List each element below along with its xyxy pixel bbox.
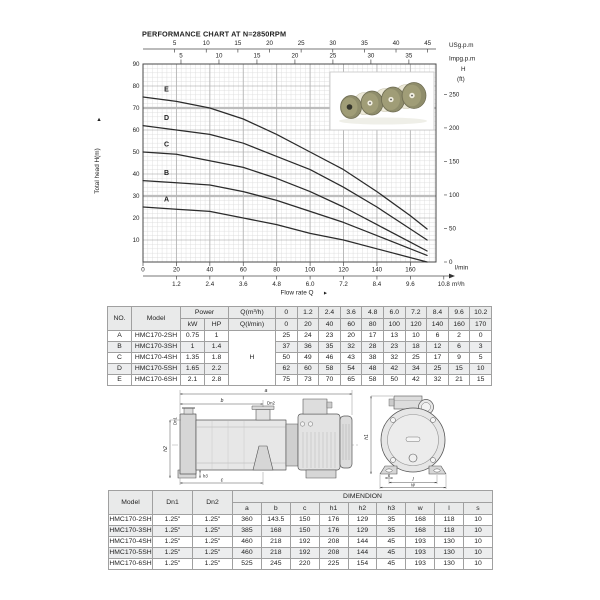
tick-label: 140: [371, 266, 383, 274]
tick-label: 80: [273, 266, 281, 274]
head-value: 17: [427, 353, 449, 364]
tick-label: 80: [132, 83, 140, 91]
row-model: HMC170-4SH: [132, 353, 181, 364]
chart-title: PERFORMANCE CHART AT N=2850RPM: [142, 29, 287, 39]
dim-value: 143.5: [261, 515, 290, 526]
dim-value: 10: [464, 559, 493, 570]
dim-label-w: w: [411, 482, 415, 489]
flow-arrow-icon: ►: [323, 290, 328, 297]
dim-col-header: h3: [377, 503, 406, 515]
q-lmin-header: 140: [427, 319, 449, 331]
row-model: HMC170-4SH: [109, 537, 153, 548]
dim-row-HMC170-2SH: [109, 515, 493, 526]
col-header-power: Power: [181, 307, 229, 319]
row-dn1: 1.25": [153, 559, 193, 570]
tick-label: 0: [449, 259, 453, 267]
q-m3h-header: 4.8: [362, 307, 384, 319]
row-kw: 0.75: [181, 331, 205, 342]
curve-labels: [164, 87, 169, 204]
head-value: 6: [427, 331, 449, 342]
dim-col-header: w: [406, 503, 435, 515]
col-header-kw: kW: [181, 319, 205, 331]
tick-label: 60: [132, 127, 140, 135]
bearing-eye: [300, 422, 304, 426]
dim-value: 144: [348, 537, 377, 548]
up-arrow-icon: ▲: [96, 117, 102, 123]
dim-value: 10: [464, 515, 493, 526]
head-value: 42: [405, 375, 427, 386]
dim-value: 193: [406, 548, 435, 559]
q-m3h-header: 2.4: [319, 307, 341, 319]
dim-label-c: c: [220, 477, 224, 484]
row-model: HMC170-5SH: [132, 364, 181, 375]
col-header-qlmin: Q(l/min): [229, 319, 276, 331]
head-value: 34: [405, 364, 427, 375]
dim-label-b: b: [220, 398, 224, 404]
dim-label-h1: h1: [364, 434, 370, 440]
foot-slot: [386, 469, 392, 472]
dim-value: 129: [348, 515, 377, 526]
tick-label: 250: [449, 91, 460, 99]
tick-label: 30: [329, 40, 337, 47]
terminal-box-front: [394, 396, 422, 409]
head-value: 2: [448, 331, 470, 342]
priming-plug: [406, 437, 420, 442]
cable-gland: [327, 402, 332, 408]
curve-label-A: A: [163, 196, 170, 204]
dim-value: 130: [435, 537, 464, 548]
head-value: 43: [340, 353, 362, 364]
tick-label: 8.4: [372, 280, 382, 288]
row-kw: 1: [181, 342, 205, 353]
dim-value: 460: [233, 548, 262, 559]
impeller-hub-dot: [369, 102, 371, 104]
dim-value: 385: [233, 526, 262, 537]
dim-label-a: a: [264, 388, 268, 394]
head-value: 75: [276, 375, 298, 386]
row-dn2: 1.25": [193, 526, 233, 537]
tick-label: 10: [215, 52, 223, 60]
row-model: HMC170-6SH: [132, 375, 181, 386]
tick-label: 40: [392, 40, 400, 47]
col-header-qm3h: Q(m³/h): [229, 307, 276, 319]
dim-value: 150: [290, 515, 319, 526]
tick-label: 10: [202, 40, 210, 47]
tick-label: 20: [291, 52, 299, 60]
head-value: 10: [405, 331, 427, 342]
dim-col-header: h1: [319, 503, 348, 515]
head-value: 3: [470, 342, 492, 353]
dim-value: 168: [406, 515, 435, 526]
dim-value: 460: [233, 537, 262, 548]
dim-value: 150: [290, 526, 319, 537]
foot-slot: [434, 469, 440, 472]
head-value: 65: [340, 375, 362, 386]
tick-label: 9.6: [406, 280, 415, 288]
head-value: 62: [276, 364, 298, 375]
tick-label: 35: [360, 40, 368, 47]
q-m3h-header: 8.4: [427, 307, 449, 319]
tick-label: 20: [132, 215, 140, 223]
motor-foot: [306, 470, 336, 478]
head-value: 50: [383, 375, 405, 386]
tick-label: 20: [266, 40, 273, 47]
axis-unit-ft: (ft): [457, 76, 465, 83]
head-value: 25: [405, 353, 427, 364]
dim-label-dn1: Dn1: [172, 417, 178, 425]
dim-value: 192: [290, 548, 319, 559]
dim-value: 193: [406, 537, 435, 548]
dim-col-header: s: [464, 503, 493, 515]
dim-value: 245: [261, 559, 290, 570]
impeller-hub-dot: [411, 95, 413, 97]
q-lmin-header: 160: [448, 319, 470, 331]
q-lmin-header: 0: [276, 319, 298, 331]
dim-row-HMC170-4SH: [109, 537, 493, 548]
row-hp: 2.2: [205, 364, 229, 375]
motor-adapter: [286, 424, 298, 466]
y-axis-title: Total head H(m): [94, 148, 101, 194]
head-value: 25: [427, 364, 449, 375]
bearing-eye: [308, 422, 312, 426]
col-header-hp: HP: [205, 319, 229, 331]
q-lmin-header: 20: [297, 319, 319, 331]
tick-label: 6.0: [305, 280, 315, 288]
dim-value: 118: [435, 515, 464, 526]
dim-col-header: a: [233, 503, 262, 515]
head-value: 6: [448, 342, 470, 353]
pump-front-view: [380, 396, 446, 474]
head-value: 0: [470, 331, 492, 342]
axis-unit-impgpm: Impg.p.m: [449, 55, 476, 63]
perf-row-B: [108, 342, 492, 353]
q-m3h-header: 7.2: [405, 307, 427, 319]
suction-port: [184, 408, 193, 414]
dim-row-HMC170-5SH: [109, 548, 493, 559]
row-no: D: [108, 364, 132, 375]
dim-value: 129: [348, 526, 377, 537]
casing-bolt: [391, 418, 396, 423]
tick-label: 0: [141, 266, 145, 274]
head-value: 73: [297, 375, 319, 386]
head-value: 25: [276, 331, 298, 342]
col-header-dimendion: DIMENDION: [233, 491, 493, 503]
terminal-box: [303, 399, 327, 414]
head-value: 54: [340, 364, 362, 375]
dim-value: 218: [261, 548, 290, 559]
row-hp: 2.8: [205, 375, 229, 386]
dim-value: 525: [233, 559, 262, 570]
curve-C: [143, 152, 427, 251]
casing-bolt: [431, 418, 436, 423]
tick-label: 30: [132, 193, 140, 201]
row-kw: 1.35: [181, 353, 205, 364]
head-value: 21: [448, 375, 470, 386]
discharge-neck: [256, 410, 270, 421]
head-value: 10: [470, 364, 492, 375]
row-no: A: [108, 331, 132, 342]
dim-value: 10: [464, 537, 493, 548]
tick-label: 35: [405, 52, 413, 60]
row-kw: 1.65: [181, 364, 205, 375]
head-value: 32: [383, 353, 405, 364]
dim-value: 168: [406, 526, 435, 537]
dim-value: 130: [435, 548, 464, 559]
dim-value: 45: [377, 559, 406, 570]
row-hp: 1.4: [205, 342, 229, 353]
dim-col-header: h2: [348, 503, 377, 515]
pump-impellers-photo: [330, 72, 434, 130]
dim-col-header: c: [290, 503, 319, 515]
dim-label-h2: h2: [163, 446, 169, 452]
head-value: 5: [470, 353, 492, 364]
q-lmin-header: 80: [362, 319, 384, 331]
x-axis-title: Flow rate Q: [280, 289, 314, 297]
q-lmin-header: 100: [383, 319, 405, 331]
tick-label: 20: [172, 266, 180, 274]
suction-end-plate: [180, 414, 196, 474]
head-value: 48: [362, 364, 384, 375]
row-no: C: [108, 353, 132, 364]
dim-label-h3: h3: [203, 473, 208, 479]
q-m3h-header: 9.6: [448, 307, 470, 319]
curve-label-C: C: [163, 141, 170, 149]
tick-label: 200: [449, 125, 460, 133]
row-dn1: 1.25": [153, 548, 193, 559]
tick-label: 50: [132, 149, 140, 157]
dim-row-HMC170-6SH: [109, 559, 493, 570]
row-model: HMC170-2SH: [109, 515, 153, 526]
dim-value: 144: [348, 548, 377, 559]
head-value: 24: [297, 331, 319, 342]
tick-label: 5: [179, 52, 183, 60]
tick-label: 3.6: [238, 280, 248, 288]
head-value: 23: [319, 331, 341, 342]
perf-row-D: [108, 364, 492, 375]
curve-label-E: E: [164, 86, 169, 94]
row-dn1: 1.25": [153, 515, 193, 526]
dim-value: 35: [377, 526, 406, 537]
head-value: 32: [427, 375, 449, 386]
head-value: 17: [362, 331, 384, 342]
row-model: HMC170-3SH: [109, 526, 153, 537]
curve-label-D: D: [163, 115, 170, 123]
dim-value: 118: [435, 526, 464, 537]
q-lmin-header: 120: [405, 319, 427, 331]
row-hp: 1: [205, 331, 229, 342]
row-dn2: 1.25": [193, 559, 233, 570]
tick-label: 10: [132, 237, 140, 245]
dim-value: 208: [319, 537, 348, 548]
dim-value: 218: [261, 537, 290, 548]
performance-table: [107, 306, 492, 386]
head-value: 49: [297, 353, 319, 364]
dim-value: 10: [464, 548, 493, 559]
dim-value: 225: [319, 559, 348, 570]
q-m3h-header: 1.2: [297, 307, 319, 319]
tick-label: 160: [405, 266, 416, 274]
tick-label: 30: [367, 52, 375, 60]
tick-label: 150: [449, 158, 460, 166]
dimension-drawing: [120, 383, 500, 495]
tick-label: 25: [297, 40, 305, 47]
curve-label-B: B: [163, 170, 170, 178]
q-m3h-header: 10.2: [470, 307, 492, 319]
head-value: 20: [340, 331, 362, 342]
row-dn2: 1.25": [193, 515, 233, 526]
row-dn2: 1.25": [193, 548, 233, 559]
row-kw: 2.1: [181, 375, 205, 386]
head-value: 13: [383, 331, 405, 342]
dim-label-l: l: [412, 477, 414, 484]
dim-label-dn2: Dn2: [267, 400, 275, 406]
tick-label: 5: [172, 40, 177, 47]
dim-value: 154: [348, 559, 377, 570]
drain-plug: [409, 454, 417, 462]
tick-label: 45: [424, 40, 432, 47]
head-value: 60: [297, 364, 319, 375]
dim-label-s: s: [387, 473, 391, 478]
head-value: 50: [276, 353, 298, 364]
col-header-model: Model: [132, 307, 181, 331]
cable-gland-front: [389, 399, 394, 406]
col-header-dn2: Dn2: [193, 491, 233, 515]
q-lmin-header: 60: [340, 319, 362, 331]
tick-label: 100: [304, 266, 316, 274]
dim-col-header: b: [261, 503, 290, 515]
perf-row-C: [108, 353, 492, 364]
tick-label: 60: [239, 266, 247, 274]
row-model: HMC170-2SH: [132, 331, 181, 342]
head-value: 58: [362, 375, 384, 386]
head-value: 9: [448, 353, 470, 364]
row-model: HMC170-3SH: [132, 342, 181, 353]
axis-unit-lmin: l/min: [455, 264, 469, 272]
dim-row-HMC170-3SH: [109, 526, 493, 537]
dim-value: 208: [319, 548, 348, 559]
head-value: 38: [362, 353, 384, 364]
axis-unit-m3h: m³/h: [452, 280, 465, 288]
head-value: 42: [383, 364, 405, 375]
row-no: E: [108, 375, 132, 386]
head-value: 15: [448, 364, 470, 375]
casing-bolt: [431, 458, 436, 463]
q-m3h-header: 6.0: [383, 307, 405, 319]
dim-value: 192: [290, 537, 319, 548]
dim-value: 176: [319, 515, 348, 526]
head-value: 15: [470, 375, 492, 386]
row-no: B: [108, 342, 132, 353]
tick-label: 10.8: [437, 280, 450, 288]
q-lmin-header: 40: [319, 319, 341, 331]
tick-label: 1.2: [172, 280, 181, 288]
head-value: 37: [276, 342, 298, 353]
pump-side-view: [172, 399, 358, 478]
impeller-hub-dot: [390, 99, 392, 101]
axis-unit-usgpm: USg.p.m: [449, 42, 474, 49]
head-value: 18: [405, 342, 427, 353]
axis-unit-h: H: [461, 66, 466, 73]
head-value: 58: [319, 364, 341, 375]
head-value: 32: [340, 342, 362, 353]
tick-label: 7.2: [339, 280, 348, 288]
col-header-model: Model: [109, 491, 153, 515]
row-dn1: 1.25": [153, 537, 193, 548]
dim-value: 45: [377, 537, 406, 548]
tick-label: 4.8: [272, 280, 281, 288]
dim-value: 45: [377, 548, 406, 559]
dim-value: 176: [319, 526, 348, 537]
tick-label: 15: [234, 40, 242, 47]
col-header-no: NO.: [108, 307, 132, 331]
head-value: 12: [427, 342, 449, 353]
dim-value: 193: [406, 559, 435, 570]
row-dn1: 1.25": [153, 526, 193, 537]
tick-label: 40: [206, 266, 214, 274]
tick-label: 2.4: [205, 280, 215, 288]
head-value: 70: [319, 375, 341, 386]
impeller-hole: [347, 104, 353, 110]
q-m3h-header: 0: [276, 307, 298, 319]
casing-bolt: [391, 458, 396, 463]
dim-value: 220: [290, 559, 319, 570]
q-lmin-header: 170: [470, 319, 492, 331]
row-model: HMC170-5SH: [109, 548, 153, 559]
pump-body: [196, 420, 286, 470]
dim-value: 360: [233, 515, 262, 526]
tick-label: 120: [338, 266, 349, 274]
head-value: 28: [362, 342, 384, 353]
row-model: HMC170-6SH: [109, 559, 153, 570]
row-hp: 1.8: [205, 353, 229, 364]
h-merged-cell: H: [229, 331, 276, 386]
tick-label: 50: [449, 225, 456, 233]
dim-value: 168: [261, 526, 290, 537]
dim-value: 10: [464, 526, 493, 537]
dim-value: 35: [377, 515, 406, 526]
head-value: 35: [319, 342, 341, 353]
tick-label: 70: [132, 105, 140, 113]
dim-value: 130: [435, 559, 464, 570]
head-value: 23: [383, 342, 405, 353]
tick-label: 90: [132, 61, 140, 69]
q-m3h-header: 3.6: [340, 307, 362, 319]
tick-label: 25: [329, 52, 337, 60]
tick-label: 15: [253, 52, 261, 60]
dim-col-header: l: [435, 503, 464, 515]
tick-label: 40: [132, 171, 140, 179]
col-header-dn1: Dn1: [153, 491, 193, 515]
m3h-axis-arrow-icon: [449, 274, 455, 279]
dimension-table: [108, 490, 493, 570]
perf-row-A: [108, 331, 492, 342]
tick-label: 100: [449, 192, 460, 200]
curve-A: [143, 207, 427, 262]
head-value: 36: [297, 342, 319, 353]
head-value: 46: [319, 353, 341, 364]
row-dn2: 1.25": [193, 537, 233, 548]
